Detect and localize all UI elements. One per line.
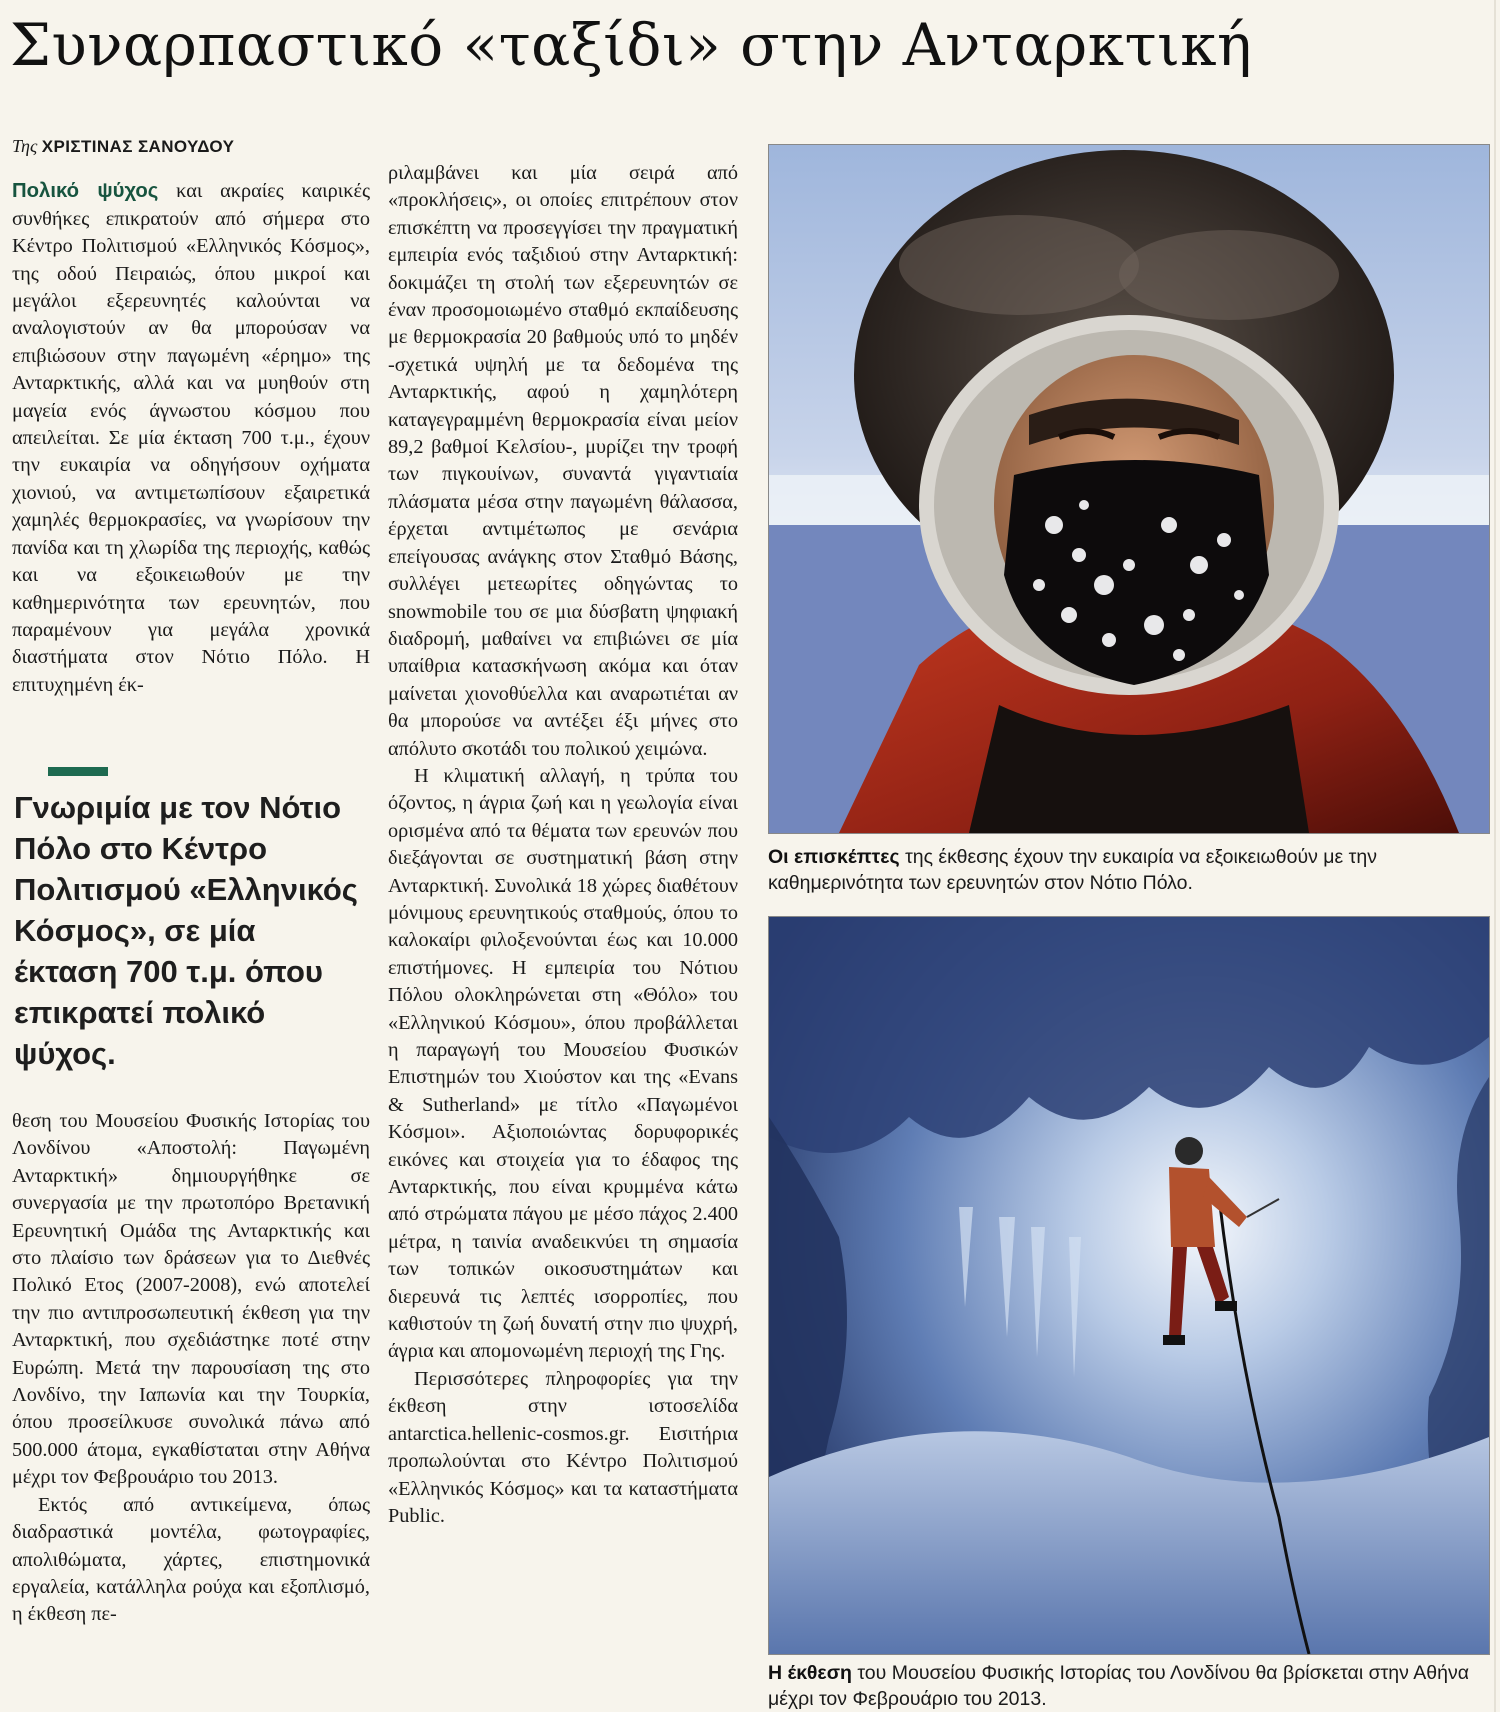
- ice-cave-photo: [768, 916, 1490, 1655]
- pullquote: Γνωριμία με τον Νότιο Πόλο στο Κέντρο Πολιτισμού «Ελληνικός Κόσμος», σε μία έκταση 700 τ.μ. όπου επικρατεί πολικό ψύχος.: [14, 790, 358, 1071]
- caption-1-text: της έκθεσης έχουν την ευκαιρία να εξοικειωθούν με την καθημερινότητα των ερευνητών στον Νότιο Πόλο.: [768, 846, 1377, 894]
- ice-cave-illustration: [769, 917, 1489, 1654]
- pullquote-accent-bar: [48, 767, 108, 776]
- article-headline: Συναρπαστικό «ταξίδι» στην Ανταρκτική: [10, 11, 1253, 79]
- body-paragraph: Η κλιματική αλλαγή, η τρύπα του όζοντος, η άγρια ζωή και η γεωλογία είναι ορισμένα από τα θέματα των ερευνών που διεξάγονται σε συστηματική βάση στην Ανταρκτική. Συνολικά 18 χώρες διαθέτουν μόνιμους ερευνητικούς σταθμούς, όπου το καλοκαίρι φιλοξενούνται έως και 10.000 επιστήμονες. Η εμπειρία του Νότιου Πόλου ολοκληρώνεται στη «Θόλο» του «Ελληνικού Κόσμου», όπου προβάλλεται η παραγωγή του Μουσείου Φυσικών Επιστημών του Χιούστον και της «Evans & Sutherland» με τίτλο «Παγωμένοι Κόσμοι». Αξιοποιώντας δορυφορικές εικόνες και στοιχεία για το έδαφος της Ανταρκτικής, που είναι κρυμμένα κάτω από στρώματα πάγου με μέσο πάχος 2.400 μέτρα, η ταινία αναδεικνύει τη σημασία των τοπικών οικοσυστημάτων και διερευνά τις λεπτές ισορροπίες, που καθιστούν τη ζωή δυνατή στην πιο ψυχρή, άγρια και απομονωμένη περιοχή της Γης.: [388, 764, 738, 1363]
- byline-prefix: Της: [12, 136, 38, 156]
- page-edge-shadow: [1494, 0, 1496, 1712]
- explorer-portrait-illustration: [769, 145, 1489, 833]
- explorer-portrait-photo: [768, 144, 1490, 834]
- body-paragraph: Περισσότερες πληροφορίες για την έκθεση στην ιστοσελίδα antarctica.hellenic-cosmos.gr. Εισιτήρια προπωλούνται στο Κέντρο Πολιτισμού «Ελληνικός Κόσμος» και τα καταστήματα Public.: [388, 1367, 738, 1527]
- article-column-1-continued: [12, 1108, 370, 1629]
- body-paragraph: Εκτός από αντικείμενα, όπως διαδραστικά μοντέλα, φωτογραφίες, απολιθώματα, χάρτες, επιστημονικά εργαλεία, κατάλληλα ρούχα και εξοπλισμό, η έκθεση πε-: [12, 1493, 370, 1626]
- body-paragraph: ριλαμβάνει και μία σειρά από «προκλήσεις», οι οποίες επιτρέπουν στον επισκέπτη να προσεγγίσει την πραγματική εμπειρία ενός ταξιδιού στην Ανταρκτική: δοκιμάζει τη στολή των εξερευνητών σε έναν προσομοιωμένο σταθμό εκπαίδευσης με θερμοκρασία 20 βαθμούς υπό το μηδέν -σχετικά υψηλή με τα δεδομένα της Ανταρκτικής, αφού η χαμηλότερη καταγεγραμμένη θερμοκρασία είναι μείον 89,2 βαθμοί Κελσίου-, μυρίζει την τροφή των πιγκουίνων, συναντά γιγαντιαία πλάσματα μέσα στην παγωμένη θάλασσα, έρχεται αντιμέτωπος με σενάρια επείγουσας ανάγκης στον Σταθμό Βάσης, συλλέγει μετεωρίτες οδηγώντας το snowmobile του σε μια δύσβατη ψηφιακή διαδρομή, μαθαίνει να επιβιώνει σε μία υπαίθρια κατασκήνωση ακόμα και όταν μαίνεται χιονοθύελλα και αναρωτιέται αν θα μπορούσε να αντέξει έξι μήνες στο απόλυτο σκοτάδι του πολικού χειμώνα.: [388, 162, 738, 760]
- photo-caption-1: [768, 844, 1490, 896]
- lead-bold: Πολικό ψύχος: [12, 180, 159, 203]
- caption-1-bold: Οι επισκέπτες: [768, 846, 900, 868]
- caption-2-bold: Η έκθεση: [768, 1662, 852, 1684]
- article-column-1: [12, 133, 370, 699]
- body-paragraph: θεση του Μουσείου Φυσικής Ιστορίας του Λονδίνου «Αποστολή: Παγωμένη Ανταρκτική» δημιουργήθηκε σε συνεργασία με την πρωτοπόρο Βρετανική Ερευνητική Ομάδα της Ανταρκτικής και στο πλαίσιο των δράσεων για το Διεθνές Πολικό Ετος (2007-2008), ενώ αποτελεί την πιο αντιπροσωπευτική έκθεση για την Ανταρκτική, που σχεδιάστηκε ποτέ στην Ευρώπη. Μετά την παρουσίαση της στο Λονδίνο, την Ιαπωνία και την Τουρκία, όπου προσείλκυσε συνολικά πάνω από 500.000 άτομα, εγκαθίσταται στην Αθήνα μέχρι τον Φεβρουάριο του 2013.: [12, 1110, 370, 1489]
- byline: [12, 133, 370, 160]
- caption-2-text: του Μουσείου Φυσικής Ιστορίας του Λονδίνου θα βρίσκεται στην Αθήνα μέχρι τον Φεβρουάριο του 2013.: [768, 1662, 1469, 1710]
- lead-paragraph: [12, 178, 370, 699]
- photo-caption-2: [768, 1660, 1490, 1712]
- lead-text: και ακραίες καιρικές συνθήκες επικρατούν από σήμερα στο Κέντρο Πολιτισμού «Ελληνικός Κόσμος», της οδού Πειραιώς, όπου μικροί και μεγάλοι εξερευνητές καλούνται να αναλογιστούν αν θα μπορούσαν να επιβιώσουν στην παγωμένη «έρημο» της Ανταρκτικής, αλλά και να μυηθούν στη μαγεία ενός άγνωστου κόσμου που απειλείται. Σε μία έκταση 700 τ.μ., έχουν την ευκαιρία να οδηγήσουν οχήματα χιονιού, να αντιμετωπίσουν εξαιρετικά χαμηλές θερμοκρασίες, να γνωρίσουν την πανίδα και τη χλωρίδα της περιοχής, καθώς και να εξοικειωθούν με την καθημερινότητα των ερευνητών, που παραμένουν για μεγάλα χρονικά διαστήματα στον Νότιο Πόλο. Η επιτυχημένη έκ-: [12, 180, 370, 696]
- article-column-2: [388, 160, 738, 1530]
- byline-author: ΧΡΙΣΤΙΝΑΣ ΣΑΝΟΥΔΟΥ: [41, 137, 235, 156]
